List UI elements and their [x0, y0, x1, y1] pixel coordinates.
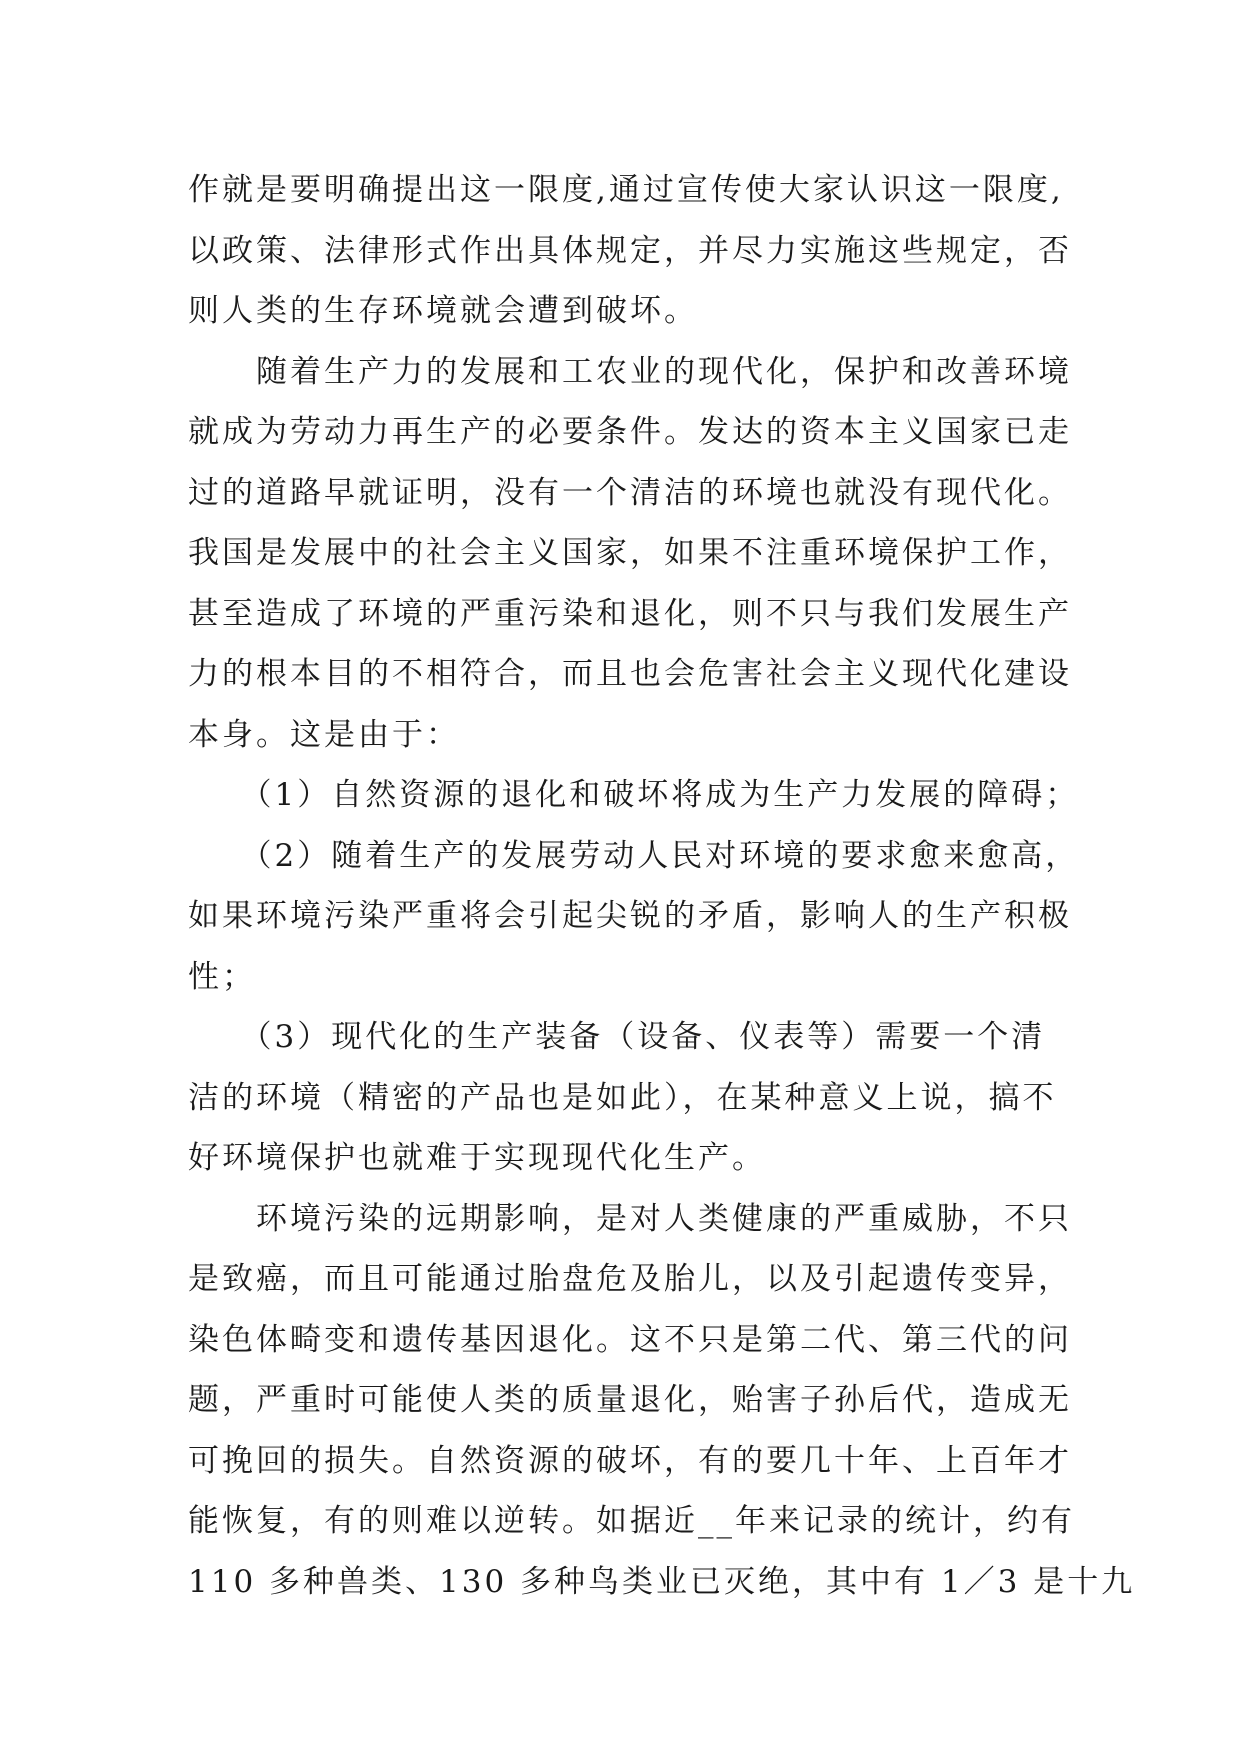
text-line: 我国是发展中的社会主义国家，如果不注重环境保护工作，	[188, 535, 1072, 571]
text-line: 如果环境污染严重将会引起尖锐的矛盾，影响人的生产积极	[188, 898, 1072, 934]
text-line: 110 多种兽类、130 多种鸟类业已灭绝，其中有 1／3 是十九	[188, 1563, 1136, 1600]
text-line: 环境污染的远期影响，是对人类健康的严重威胁，不只	[188, 1200, 1072, 1237]
text-line: 作就是要明确提出这一限度,通过宣传使大家认识这一限度,	[188, 172, 1064, 208]
text-line: 则人类的生存环境就会遭到破坏。	[188, 293, 698, 329]
text-line: 本身。这是由于：	[188, 716, 460, 753]
text-line: 可挽回的损失。自然资源的破坏，有的要几十年、上百年才	[188, 1442, 1072, 1479]
body-text	[188, 160, 1136, 1612]
text-line: 好环境保护也就难于实现现代化生产。	[188, 1140, 766, 1176]
text-line: 能恢复，有的则难以逆转。如据近__年来记录的统计，约有	[188, 1503, 1075, 1539]
text-line: 力的根本目的不相符合，而且也会危害社会主义现代化建设	[188, 656, 1072, 692]
text-line: 染色体畸变和遗传基因退化。这不只是第二代、第三代的问	[188, 1321, 1072, 1358]
text-line: （1）自然资源的退化和破坏将成为生产力发展的障碍；	[188, 777, 1080, 813]
text-line: 随着生产力的发展和工农业的现代化，保护和改善环境	[188, 353, 1072, 390]
text-line: 洁的环境（精密的产品也是如此），在某种意义上说，搞不	[188, 1079, 1057, 1116]
text-line: 过的道路早就证明，没有一个清洁的环境也就没有现代化。	[188, 474, 1072, 511]
text-line: 题，严重时可能使人类的质量退化，贻害子孙后代，造成无	[188, 1382, 1072, 1418]
text-line: （2）随着生产的发展劳动人民对环境的要求愈来愈高，	[188, 837, 1080, 874]
text-line: 性；	[188, 958, 256, 995]
text-line: （3）现代化的生产装备（设备、仪表等）需要一个清	[188, 1019, 1046, 1055]
text-line: 甚至造成了环境的严重污染和退化，则不只与我们发展生产	[188, 595, 1072, 632]
text-line: 是致癌，而且可能通过胎盘危及胎儿，以及引起遗传变异，	[188, 1261, 1072, 1297]
text-line: 以政策、法律形式作出具体规定，并尽力实施这些规定，否	[188, 232, 1072, 269]
text-line: 就成为劳动力再生产的必要条件。发达的资本主义国家已走	[188, 414, 1072, 450]
